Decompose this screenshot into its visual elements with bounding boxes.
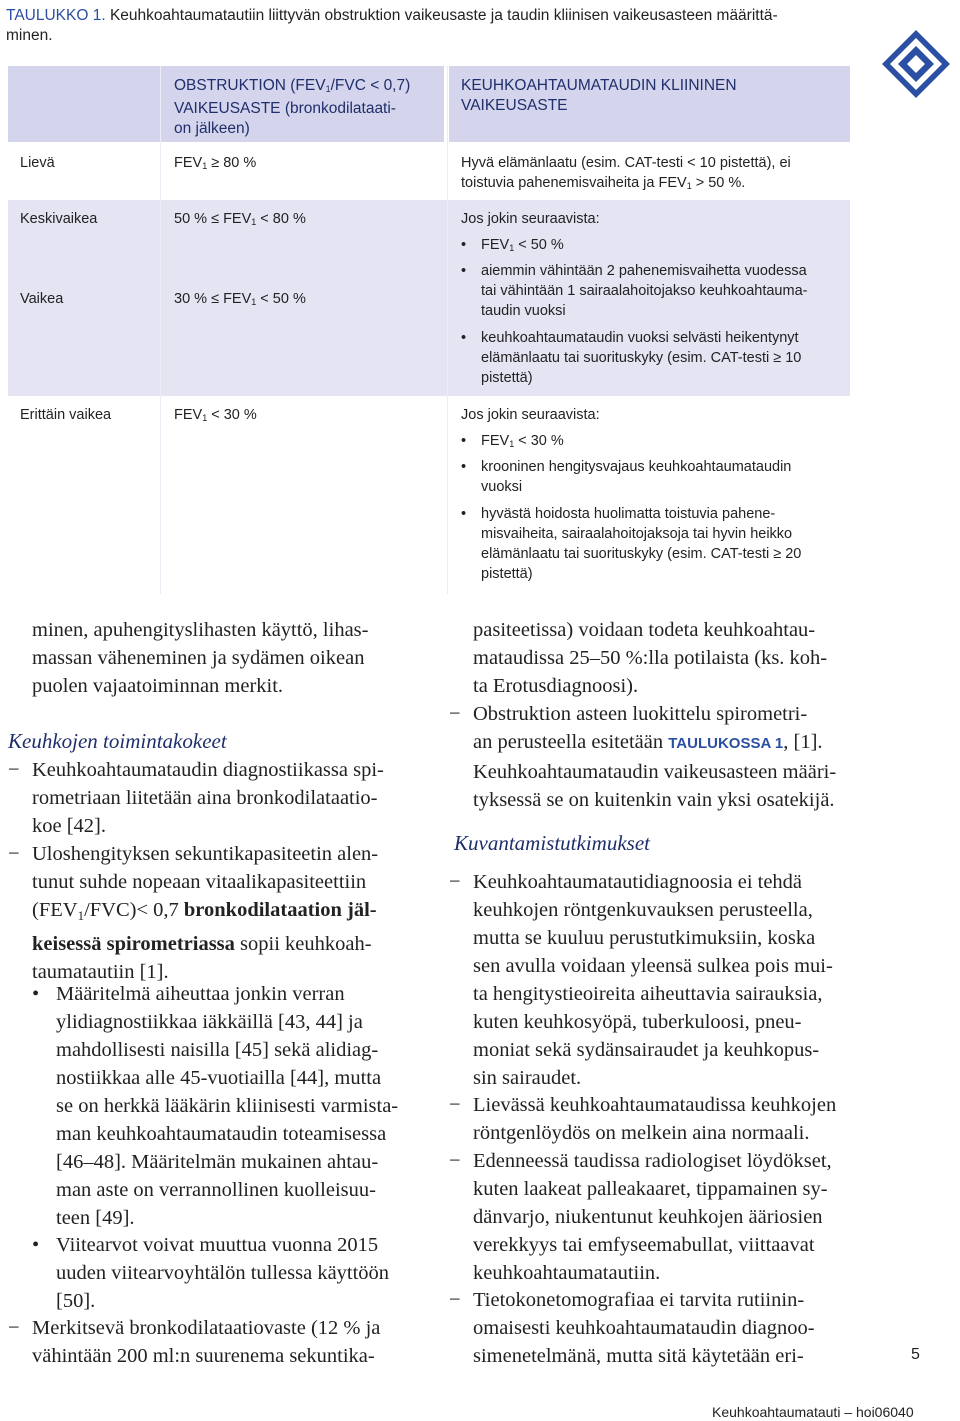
table-divider-2: [447, 66, 448, 594]
dash-marker: −: [449, 703, 461, 725]
grade-moderate: Keskivaikea: [20, 211, 98, 227]
right-dash-item-3: Lievässä keuhkoahtaumataudissa keuhkojen röntgenlöydös on melkein aina normaali.: [473, 1094, 837, 1144]
table-caption: [6, 6, 846, 46]
left-bullet-item-2: Viitearvot voivat muuttua vuonna 2015 uuden viitearvoyhtälön tullessa käyttöön [50].: [56, 1234, 390, 1312]
caption-text-1: Keuhkoahtaumatautiin liittyvän obstruktion vaikeusaste ja taudin kliinisen vaikeusasteen määrittä-: [105, 7, 778, 24]
caption-text-2: minen.: [6, 27, 53, 44]
bullet-marker: •: [32, 983, 40, 1005]
list-item: • keuhkoahtaumataudin vuoksi selvästi heikentynyt elämänlaatu tai suorituskyky (esim. CAT-testi ≥ 10 pistettä): [461, 330, 802, 386]
right-dash-item-4: Edenneessä taudissa radiologiset löydökset, kuten laakeat palleakaaret, tippamainen sy- dänvarjo, niukentunut keuhkojen ääriosien verekkyys tai emfyseemabullat, viittaavat keuhkoahtaumatautiin.: [473, 1150, 832, 1284]
dash-marker: −: [8, 759, 20, 781]
right-dash-item-5: Tietokonetomografiaa ei tarvita rutiinin- omaisesti keuhkoahtaumataudin diagnoo- simenetelmänä, mutta sitä käytetään eri-: [473, 1289, 815, 1367]
heading-imaging-studies: Kuvantamistutkimukset: [454, 831, 650, 855]
right-continuation: pasiteetissa) voidaan todeta keuhkoahtau- mataudissa 25–50 %:lla potilaista (ks. koh- ta Erotusdiagnoosi).: [473, 619, 828, 697]
table-reference-link[interactable]: TAULUKOSSA 1: [668, 735, 784, 752]
list-item: • krooninen hengitysvajaus keuhkoahtaumataudin vuoksi: [461, 459, 792, 495]
fev-mild: $FEV_1 \ge 80$ %: [174, 155, 257, 171]
left-dash-item-1: Keuhkoahtaumataudin diagnostiikassa spi- rometriaan liitetään aina bronkodilataatio- koe [42].: [32, 759, 384, 837]
dash-marker: −: [449, 871, 461, 893]
list-item: • aiemmin vähintään 2 pahenemisvaihetta vuodessa tai vähintään 1 sairaalahoitojakso keuhkoahtauma- taudin vuoksi: [461, 263, 808, 319]
table-header-obstruction: OBSTRUKTION ($FEV_1$/FVC < 0,7) VAIKEUSASTE (bronkodilataati- on jälkeen): [174, 77, 411, 137]
fev-moderate: 50 % ≤ $FEV_1 < 80$ %: [174, 211, 306, 227]
clinical-mild: Hyvä elämänlaatu (esim. CAT-testi < 10 pistettä), ei toistuvia pahenemisvaiheita ja $FEV_1 > 50$ %.: [461, 155, 791, 191]
fev-severe: 30 % ≤ $FEV_1 < 50$ %: [174, 291, 306, 307]
table-divider-1: [160, 66, 161, 594]
list-item: • $FEV_1 < 50$ %: [461, 237, 564, 253]
heading-lung-function-tests: Keuhkojen toimintakokeet: [8, 729, 227, 753]
left-dash-item-2: Uloshengityksen sekuntikapasiteetin alen- tunut suhde nopeaan vitaalikapasiteettiin $(FEV_1/FVC)< 0,7$ bronkodilataation jäl- keisessä spirometriassa sopii keuhkoah- taumatautiin [1].: [32, 843, 379, 983]
grade-severe: Vaikea: [20, 291, 64, 307]
list-item: • hyvästä hoidosta huolimatta toistuvia pahene- misvaiheita, sairaalahoitojaksoja tai hyvin heikko elämänlaatu tai suorituskyky (esim. CAT-testi ≥ 20 pistettä): [461, 506, 802, 582]
left-continuation: minen, apuhengityslihasten käyttö, lihas- massan väheneminen ja sydämen oikean puolen vajaatoiminnan merkit.: [32, 619, 369, 697]
table-header-clinical: KEUHKOAHTAUMATAUDIN KLIININEN VAIKEUSASTE: [461, 77, 737, 114]
list-item: • $FEV_1 < 30$ %: [461, 433, 564, 449]
right-dash-item-1: Obstruktion asteen luokittelu spirometri- an perusteella esitetään TAULUKOSSA 1, [1]. Keuhkoahtaumataudin vaikeusasteen määri- tyksessä se on kuitenkin vain yksi osatekijä.: [473, 703, 837, 811]
clinical-mod-sev-intro: Jos jokin seuraavista:: [461, 211, 600, 227]
dash-marker: −: [449, 1289, 461, 1311]
dash-marker: −: [8, 843, 20, 865]
left-bullet-item-1: Määritelmä aiheuttaa jonkin verran ylidiagnostiikkaa iäkkäillä [43, 44] ja mahdollisesti naisilla [45] sekä alidiag- nostiikkaa alle 45-vuotiailla [44], mutta se on herkkä lääkärin kliinisesti varmista- man keuhkoahtaumataudin toteamisessa [46–48]. Määritelmän mukainen ahtau- man aste on verrannollinen kuolleisuu- teen [49].: [56, 983, 399, 1229]
caption-label: TAULUKKO 1.: [6, 7, 106, 24]
left-dash-item-3: Merkitsevä bronkodilataatiovaste (12 % ja vähintään 200 ml:n suurenema sekuntika-: [32, 1317, 381, 1367]
dash-marker: −: [8, 1317, 20, 1339]
right-dash-item-2: Keuhkoahtaumatautidiagnoosia ei tehdä keuhkojen röntgenkuvauksen perusteella, mutta se kuuluu perustutkimuksiin, koska sen avulla voidaan yleensä sulkea pois mui- ta hengitystieoireita aiheuttavia sairauksia, kuten keuhkosyöpä, tuberkuloosi, pneu- moniat sekä sydänsairaudet ja keuhkopus- sin sairaudet.: [473, 871, 833, 1089]
diamond-logo-icon: [880, 28, 952, 100]
bullet-marker: •: [32, 1234, 40, 1256]
grade-very-severe: Erittäin vaikea: [20, 407, 112, 423]
footer-text: Keuhkoahtaumatauti – hoi06040: [712, 1404, 914, 1420]
dash-marker: −: [449, 1150, 461, 1172]
grade-mild: Lievä: [20, 155, 55, 171]
clinical-very-severe-intro: Jos jokin seuraavista:: [461, 407, 600, 423]
page-number: 5: [911, 1346, 920, 1363]
fev-very-severe: $FEV_1 < 30$ %: [174, 407, 257, 423]
dash-marker: −: [449, 1094, 461, 1116]
